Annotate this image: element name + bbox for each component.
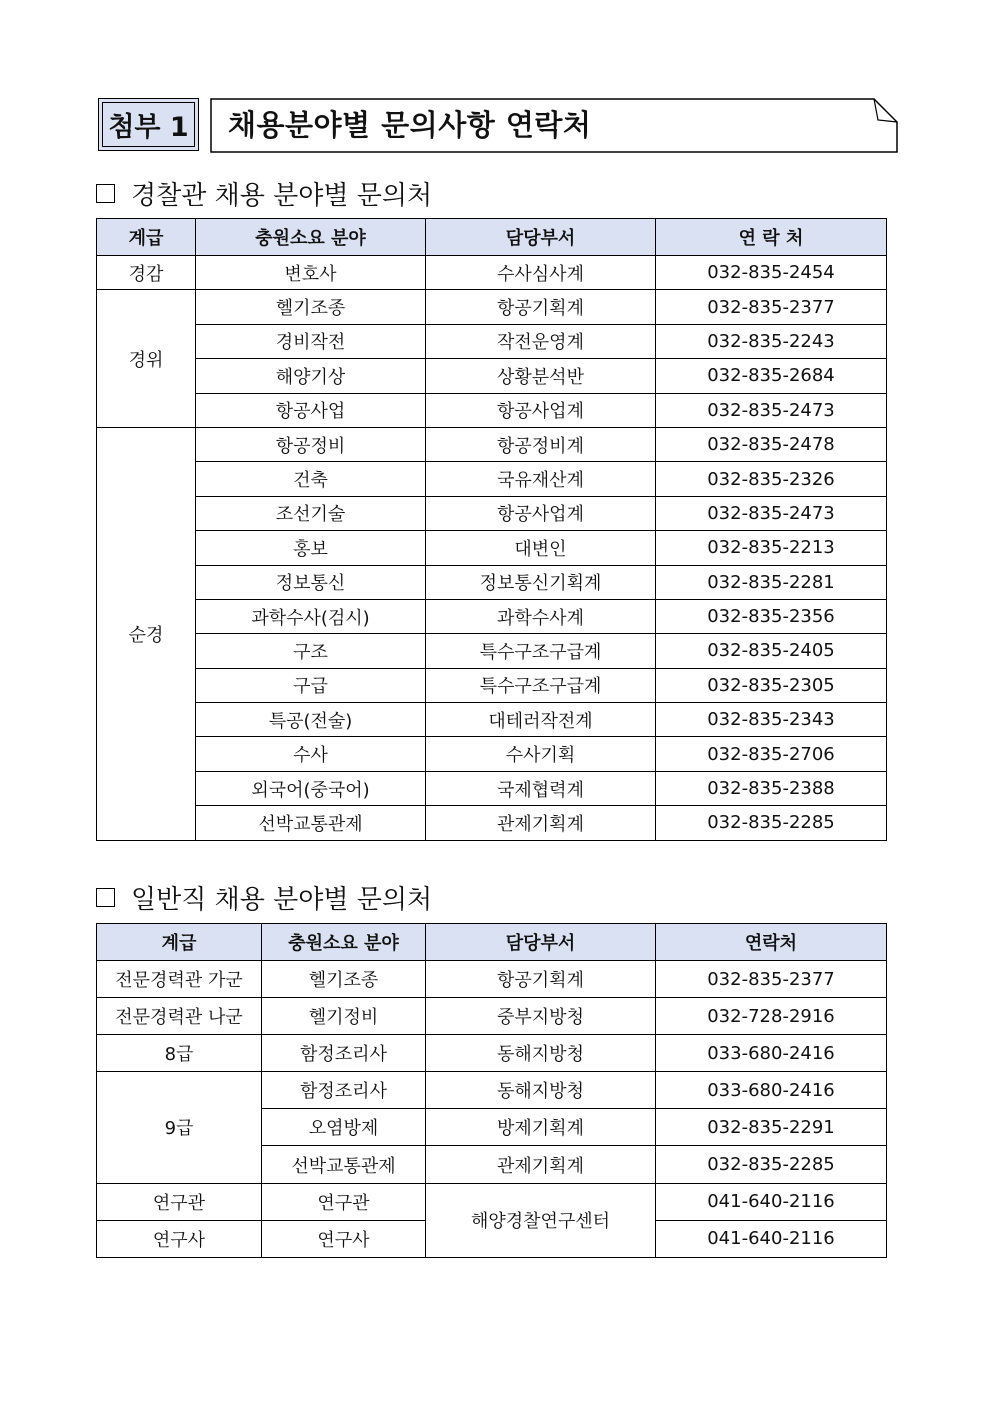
- dept-cell: 관제기획계: [426, 806, 656, 840]
- field-cell: 정보통신: [196, 565, 426, 599]
- field-cell: 특공(전술): [196, 703, 426, 737]
- field-cell: 건축: [196, 462, 426, 496]
- table-row: [97, 531, 887, 565]
- field-cell: 구급: [196, 668, 426, 702]
- dept-cell: 정보통신기획계: [426, 565, 656, 599]
- phone-cell: 032-835-2326: [656, 462, 887, 496]
- field-cell: 헬기정비: [262, 998, 426, 1035]
- phone-cell: 032-835-2356: [656, 599, 887, 633]
- phone-cell: 032-835-2213: [656, 531, 887, 565]
- col-header-field: 충원소요 분야: [262, 924, 426, 961]
- phone-cell: 032-835-2377: [656, 961, 887, 998]
- field-cell: 함정조리사: [262, 1072, 426, 1109]
- field-cell: 항공사업: [196, 393, 426, 427]
- dept-cell: 항공정비계: [426, 427, 656, 461]
- rank-cell: 전문경력관 나군: [97, 998, 262, 1035]
- square-bullet-icon: [96, 888, 115, 907]
- phone-cell: 032-835-2343: [656, 703, 887, 737]
- field-cell: 구조: [196, 634, 426, 668]
- police-contact-table: [96, 218, 887, 841]
- section-heading-police: [96, 175, 432, 212]
- phone-cell: 032-835-2706: [656, 737, 887, 771]
- section-heading-police-text: 경찰관 채용 분야별 문의처: [131, 181, 433, 211]
- phone-cell: 041-640-2116: [656, 1183, 887, 1220]
- table-row: [97, 771, 887, 805]
- table-row: [97, 427, 887, 461]
- title-box: [210, 98, 898, 153]
- rank-cell: 순경: [97, 427, 196, 840]
- phone-cell: 032-835-2473: [656, 496, 887, 530]
- field-cell: 외국어(중국어): [196, 771, 426, 805]
- general-contact-table: [96, 923, 887, 1258]
- table-header-row: [97, 219, 887, 256]
- section-heading-general-text: 일반직 채용 분야별 문의처: [131, 885, 433, 915]
- phone-cell: 032-835-2281: [656, 565, 887, 599]
- table-row: [97, 1072, 887, 1109]
- dept-cell: 항공사업계: [426, 496, 656, 530]
- dept-cell: 수사심사계: [426, 256, 656, 290]
- dept-cell: 특수구조구급계: [426, 668, 656, 702]
- field-cell: 홍보: [196, 531, 426, 565]
- phone-cell: 041-640-2116: [656, 1220, 887, 1257]
- field-cell: 헬기조종: [262, 961, 426, 998]
- dept-cell: 해양경찰연구센터: [426, 1183, 656, 1257]
- phone-cell: 033-680-2416: [656, 1072, 887, 1109]
- table-row: [97, 565, 887, 599]
- table-row: [97, 290, 887, 324]
- dept-cell: 국제협력계: [426, 771, 656, 805]
- field-cell: 선박교통관제: [262, 1146, 426, 1183]
- phone-cell: 032-835-2473: [656, 393, 887, 427]
- table-row: [97, 668, 887, 702]
- phone-cell: 032-835-2684: [656, 359, 887, 393]
- dept-cell: 관제기획계: [426, 1146, 656, 1183]
- dept-cell: 항공사업계: [426, 393, 656, 427]
- dept-cell: 동해지방청: [426, 1072, 656, 1109]
- dept-cell: 국유재산계: [426, 462, 656, 496]
- col-header-phone: 연락처: [656, 924, 887, 961]
- table-row: [97, 462, 887, 496]
- table-row: [97, 703, 887, 737]
- dept-cell: 작전운영계: [426, 324, 656, 358]
- col-header-field: 충원소요 분야: [196, 219, 426, 256]
- dept-cell: 항공기획계: [426, 961, 656, 998]
- tag-inner-border: [102, 102, 195, 147]
- dept-cell: 방제기획계: [426, 1109, 656, 1146]
- rank-cell: 전문경력관 가군: [97, 961, 262, 998]
- phone-cell: 032-835-2285: [656, 806, 887, 840]
- page-title: 채용분야별 문의사항 연락처: [228, 108, 592, 142]
- phone-cell: 032-835-2285: [656, 1146, 887, 1183]
- field-cell: 오염방제: [262, 1109, 426, 1146]
- col-header-phone: 연 락 처: [656, 219, 887, 256]
- phone-cell: 032-835-2305: [656, 668, 887, 702]
- rank-cell: 9급: [97, 1072, 262, 1183]
- col-header-rank: 계급: [97, 924, 262, 961]
- table-row: [97, 806, 887, 840]
- col-header-dept: 담당부서: [426, 924, 656, 961]
- dept-cell: 중부지방청: [426, 998, 656, 1035]
- document-header: [98, 98, 898, 153]
- field-cell: 해양기상: [196, 359, 426, 393]
- table-row: [97, 359, 887, 393]
- table-row: [97, 324, 887, 358]
- table-row: [97, 961, 887, 998]
- rank-cell: 연구관: [97, 1183, 262, 1220]
- phone-cell: 032-835-2478: [656, 427, 887, 461]
- field-cell: 함정조리사: [262, 1035, 426, 1072]
- square-bullet-icon: [96, 184, 115, 203]
- col-header-rank: 계급: [97, 219, 196, 256]
- table-row: [97, 737, 887, 771]
- attachment-tag-label: 첨부 1: [108, 112, 189, 143]
- dept-cell: 대테러작전계: [426, 703, 656, 737]
- phone-cell: 032-835-2291: [656, 1109, 887, 1146]
- phone-cell: 032-835-2454: [656, 256, 887, 290]
- table-row: [97, 998, 887, 1035]
- field-cell: 헬기조종: [196, 290, 426, 324]
- dept-cell: 동해지방청: [426, 1035, 656, 1072]
- table-row: [97, 256, 887, 290]
- dept-cell: 항공기획계: [426, 290, 656, 324]
- phone-cell: 032-728-2916: [656, 998, 887, 1035]
- dept-cell: 상황분석반: [426, 359, 656, 393]
- table-row: [97, 1183, 887, 1220]
- field-cell: 과학수사(검시): [196, 599, 426, 633]
- rank-cell: 경감: [97, 256, 196, 290]
- table-header-row: [97, 924, 887, 961]
- field-cell: 경비작전: [196, 324, 426, 358]
- field-cell: 선박교통관제: [196, 806, 426, 840]
- field-cell: 수사: [196, 737, 426, 771]
- table-row: [97, 496, 887, 530]
- phone-cell: 033-680-2416: [656, 1035, 887, 1072]
- table-row: [97, 599, 887, 633]
- phone-cell: 032-835-2405: [656, 634, 887, 668]
- field-cell: 항공정비: [196, 427, 426, 461]
- dept-cell: 과학수사계: [426, 599, 656, 633]
- dept-cell: 특수구조구급계: [426, 634, 656, 668]
- phone-cell: 032-835-2243: [656, 324, 887, 358]
- dept-cell: 대변인: [426, 531, 656, 565]
- attachment-tag: [98, 98, 199, 151]
- col-header-dept: 담당부서: [426, 219, 656, 256]
- field-cell: 연구사: [262, 1220, 426, 1257]
- field-cell: 변호사: [196, 256, 426, 290]
- rank-cell: 경위: [97, 290, 196, 428]
- field-cell: 연구관: [262, 1183, 426, 1220]
- table-row: [97, 393, 887, 427]
- table-row: [97, 634, 887, 668]
- table-row: [97, 1035, 887, 1072]
- rank-cell: 연구사: [97, 1220, 262, 1257]
- phone-cell: 032-835-2388: [656, 771, 887, 805]
- section-heading-general: [96, 879, 432, 916]
- dept-cell: 수사기획: [426, 737, 656, 771]
- rank-cell: 8급: [97, 1035, 262, 1072]
- phone-cell: 032-835-2377: [656, 290, 887, 324]
- field-cell: 조선기술: [196, 496, 426, 530]
